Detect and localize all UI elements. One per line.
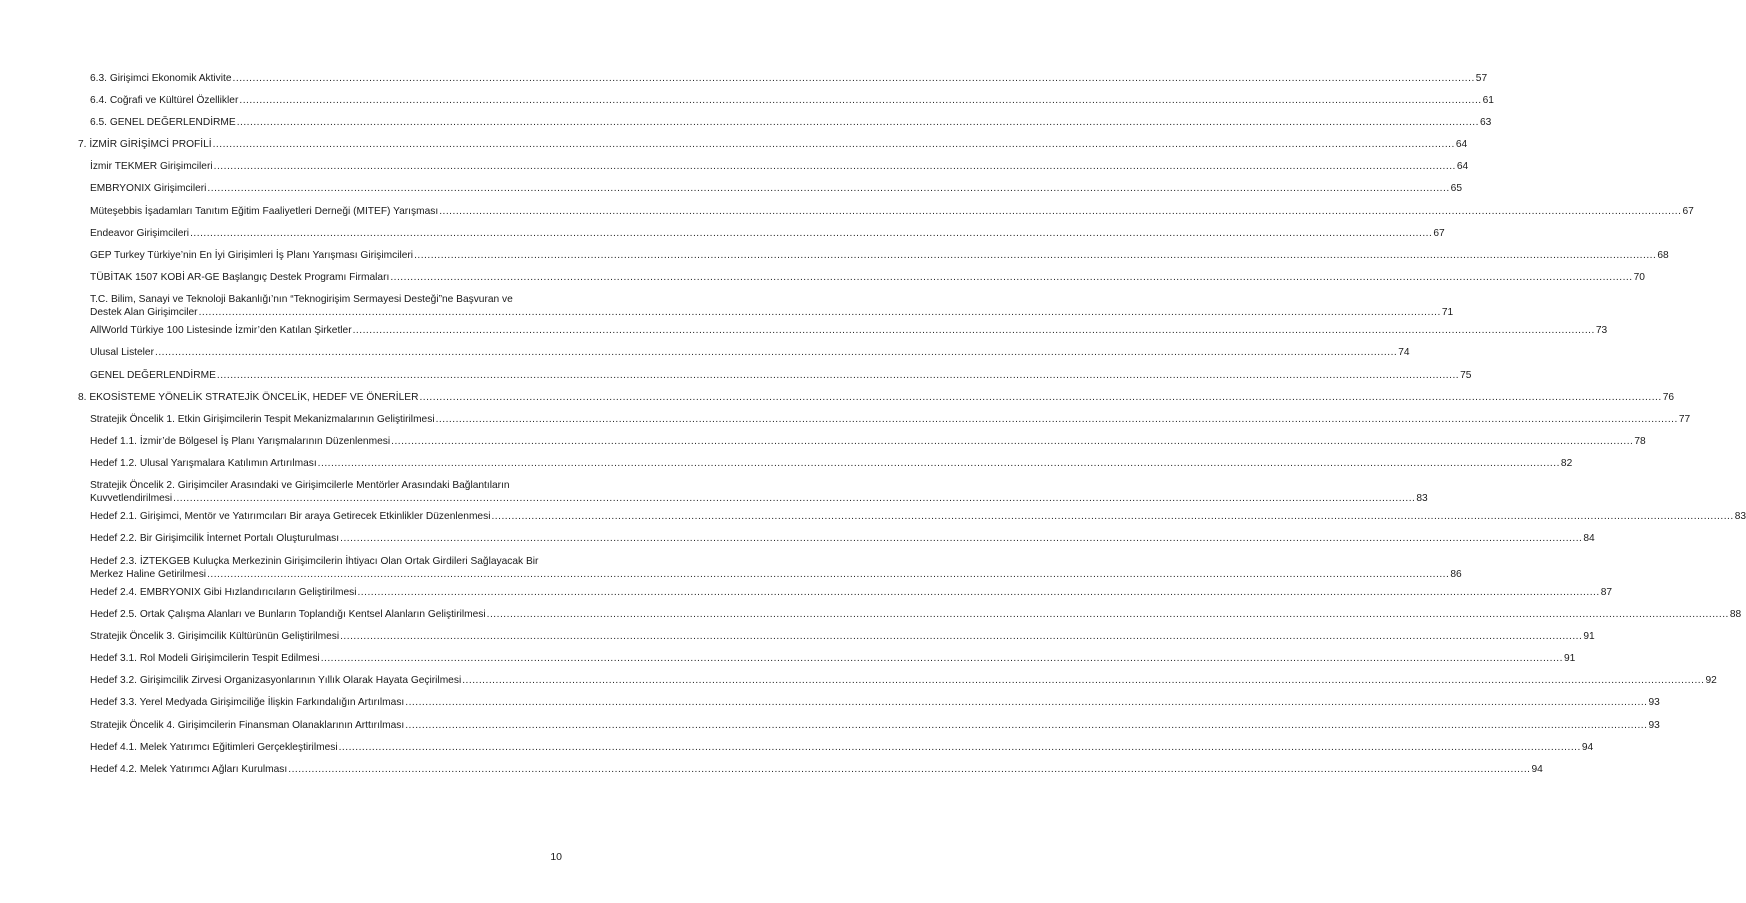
toc-dot-leader xyxy=(436,413,1678,426)
toc-entry-page-number: 88 xyxy=(1729,609,1742,621)
toc-entry-page-number: 76 xyxy=(1662,391,1675,403)
toc-entry[interactable] xyxy=(90,532,1595,554)
toc-entry-line xyxy=(90,763,1543,776)
toc-entry[interactable] xyxy=(90,652,1576,674)
toc-entry[interactable] xyxy=(90,94,1494,116)
toc-entry-page-number: 65 xyxy=(1450,183,1463,195)
toc-entry-title: 8. EKOSİSTEME YÖNELİK STRATEJİK ÖNCELİK, HEDEF VE ÖNERİLER xyxy=(78,391,419,403)
toc-dot-leader xyxy=(214,160,1456,173)
toc-entry[interactable] xyxy=(90,457,1573,479)
toc-dot-leader xyxy=(353,324,1595,337)
toc-entry-title: Hedef 1.1. İzmir’de Bölgesel İş Planı Yarışmalarının Düzenlenmesi xyxy=(90,435,391,447)
toc-dot-leader xyxy=(357,586,1599,599)
toc-entry-page-number: 84 xyxy=(1583,533,1595,545)
toc-entry-title: 7. İZMİR GİRİŞİMCİ PROFİLİ xyxy=(78,139,212,151)
toc-entry[interactable] xyxy=(90,324,1608,346)
toc-entry-title: Kuvvetlendirilmesi xyxy=(90,492,173,504)
toc-entry-line xyxy=(90,182,1463,195)
toc-entry-page-number: 87 xyxy=(1600,586,1613,598)
toc-entry[interactable] xyxy=(90,346,1410,368)
toc-entry-line xyxy=(90,249,1669,262)
toc-dot-leader xyxy=(340,630,1582,643)
toc-entry-title: Merkez Haline Getirilmesi xyxy=(90,568,207,580)
toc-entry-page-number: 64 xyxy=(1455,139,1468,151)
toc-dot-leader xyxy=(487,608,1729,621)
toc-entry-title-line1: Hedef 2.3. İZTEKGEB Kuluçka Merkezinin Girişimcilerin İhtiyacı Olan Ortak Girdileri Sağlayacak Bir xyxy=(90,555,539,567)
toc-dot-leader xyxy=(439,205,1681,218)
toc-entry-title-line1: T.C. Bilim, Sanayi ve Teknoloji Bakanlığı’nın “Teknogirişim Sermayesi Desteği”ne Başvuran ve xyxy=(90,293,513,305)
toc-entry-title: Müteşebbis İşadamları Tanıtım Eğitim Faaliyetleri Derneği (MITEF) Yarışması xyxy=(90,205,439,217)
toc-entry-title: TÜBİTAK 1507 KOBİ AR-GE Başlangıç Destek Programı Firmaları xyxy=(90,271,390,283)
toc-entry[interactable] xyxy=(90,271,1645,293)
toc-entry-line xyxy=(90,435,1646,448)
toc-dot-leader xyxy=(405,696,1647,709)
toc-dot-leader xyxy=(340,532,1582,545)
toc-dot-leader xyxy=(199,306,1441,319)
toc-entry-page-number: 61 xyxy=(1482,95,1494,107)
toc-dot-leader xyxy=(155,346,1397,359)
toc-entry-line xyxy=(90,72,1488,85)
toc-entry-title: Stratejik Öncelik 3. Girişimcilik Kültürünün Geliştirilmesi xyxy=(90,631,340,643)
toc-entry-line xyxy=(90,227,1445,240)
toc-entry[interactable] xyxy=(90,510,1746,532)
toc-entry[interactable] xyxy=(90,160,1469,182)
toc-entry[interactable] xyxy=(90,674,1717,696)
page-number: 10 xyxy=(550,851,562,863)
toc-dot-leader xyxy=(339,741,1581,754)
toc-entry[interactable] xyxy=(90,435,1646,457)
toc-entry-line xyxy=(90,652,1576,665)
toc-entry-line xyxy=(90,510,1746,523)
toc-entry[interactable] xyxy=(90,555,1462,586)
toc-entry-line xyxy=(90,369,1472,382)
toc-dot-leader xyxy=(207,182,1449,195)
toc-entry[interactable] xyxy=(90,608,1742,630)
toc-entry-page-number: 92 xyxy=(1705,675,1717,687)
toc-entry-page-number: 94 xyxy=(1531,763,1543,775)
toc-entry-line xyxy=(90,586,1613,599)
toc-dot-leader xyxy=(233,72,1475,85)
toc-entry-title: Hedef 1.2. Ulusal Yarışmalara Katılımın Artırılması xyxy=(90,457,317,469)
toc-entry-page-number: 82 xyxy=(1560,457,1573,469)
toc-entry-line xyxy=(90,696,1660,709)
toc-entry-title: Hedef 4.2. Melek Yatırımcı Ağları Kurulması xyxy=(90,763,288,775)
toc-dot-leader xyxy=(213,138,1455,151)
toc-entry-line xyxy=(90,674,1717,687)
toc-entry-title: Endeavor Girişimcileri xyxy=(90,227,190,239)
toc-entry[interactable] xyxy=(90,369,1472,391)
toc-entry-title: 6.5. GENEL DEĞERLENDİRME xyxy=(90,117,236,129)
toc-entry-page-number: 70 xyxy=(1633,271,1645,283)
toc-dot-leader xyxy=(405,719,1647,732)
toc-entry[interactable] xyxy=(90,116,1492,138)
toc-entry-title: 6.3. Girişimci Ekonomik Aktivite xyxy=(90,73,232,84)
toc-entry-page-number: 93 xyxy=(1648,697,1660,709)
toc-dot-leader xyxy=(318,457,1560,470)
toc-entry-line xyxy=(90,205,1694,218)
toc-dot-leader xyxy=(217,369,1459,382)
toc-dot-leader xyxy=(491,510,1733,523)
table-of-contents xyxy=(0,72,1746,785)
toc-entry[interactable] xyxy=(78,138,1468,160)
toc-entry-title: 6.4. Coğrafi ve Kültürel Özellikler xyxy=(90,95,239,107)
toc-entry-page-number: 77 xyxy=(1678,413,1691,425)
toc-entry-page-number: 63 xyxy=(1479,117,1492,129)
toc-entry-title: EMBRYONIX Girişimcileri xyxy=(90,183,207,195)
toc-entry[interactable] xyxy=(90,696,1660,718)
toc-entry[interactable] xyxy=(90,293,1454,324)
toc-entry-page-number: 93 xyxy=(1648,719,1660,731)
toc-entry-line xyxy=(90,160,1469,173)
toc-entry[interactable] xyxy=(90,227,1445,249)
toc-entry[interactable] xyxy=(90,719,1660,741)
toc-entry-title: Hedef 3.2. Girişimcilik Zirvesi Organizasyonlarının Yıllık Olarak Hayata Geçirilmesi xyxy=(90,675,462,687)
toc-entry[interactable] xyxy=(90,205,1694,227)
toc-entry-line xyxy=(90,324,1608,337)
toc-entry[interactable] xyxy=(90,586,1613,608)
toc-entry-line xyxy=(90,630,1595,643)
toc-entry[interactable] xyxy=(90,479,1428,510)
toc-entry-line xyxy=(90,271,1645,284)
toc-entry-title: Hedef 3.1. Rol Modeli Girişimcilerin Tespit Edilmesi xyxy=(90,653,320,665)
toc-entry-title: Stratejik Öncelik 4. Girişimcilerin Finansman Olanaklarının Arttırılması xyxy=(90,719,405,731)
toc-entry-line xyxy=(90,741,1594,754)
toc-dot-leader xyxy=(419,391,1661,404)
toc-entry-line xyxy=(90,608,1742,621)
toc-entry-line xyxy=(78,391,1675,404)
toc-entry-page-number: 83 xyxy=(1734,511,1746,523)
toc-entry-title: Hedef 4.1. Melek Yatırımcı Eğitimleri Gerçekleştirilmesi xyxy=(90,741,338,753)
toc-entry-page-number: 57 xyxy=(1475,73,1488,84)
toc-entry-line xyxy=(90,568,1462,581)
toc-entry-page-number: 68 xyxy=(1657,249,1669,261)
toc-entry-page-number: 94 xyxy=(1581,741,1594,753)
toc-entry-title: İzmir TEKMER Girişimcileri xyxy=(90,161,213,173)
toc-entry-title: GEP Turkey Türkiye’nin En İyi Girişimleri İş Planı Yarışması Girişimcileri xyxy=(90,249,414,261)
toc-entry-line xyxy=(90,94,1494,107)
toc-dot-leader xyxy=(237,116,1479,129)
toc-entry-title: Stratejik Öncelik 1. Etkin Girişimcilerin Tespit Mekanizmalarının Geliştirilmesi xyxy=(90,413,435,425)
toc-entry-line xyxy=(90,413,1691,426)
toc-dot-leader xyxy=(239,94,1481,107)
toc-entry-title-line1: Stratejik Öncelik 2. Girişimciler Arasındaki ve Girişimcilerle Mentörler Arasındaki Bağlantıların xyxy=(90,479,510,491)
toc-entry-line xyxy=(90,457,1573,470)
toc-entry-page-number: 75 xyxy=(1460,369,1472,381)
toc-entry-page-number: 67 xyxy=(1682,205,1694,217)
toc-dot-leader xyxy=(288,763,1530,776)
toc-entry-page-number: 91 xyxy=(1583,631,1595,643)
toc-entry-line xyxy=(90,492,1428,505)
toc-entry[interactable] xyxy=(90,182,1463,204)
toc-entry[interactable] xyxy=(78,391,1675,413)
toc-entry-line xyxy=(78,138,1468,151)
toc-dot-leader xyxy=(414,249,1656,262)
toc-entry-title: Hedef 2.1. Girişimci, Mentör ve Yatırımcıları Bir araya Getirecek Etkinlikler Düzenlenmesi xyxy=(90,511,491,523)
toc-entry[interactable] xyxy=(90,741,1594,763)
toc-entry[interactable] xyxy=(90,413,1691,435)
toc-entry-line xyxy=(90,116,1492,129)
toc-entry[interactable] xyxy=(90,630,1595,652)
toc-entry-page-number: 67 xyxy=(1433,227,1445,239)
toc-entry-title: Hedef 2.5. Ortak Çalışma Alanları ve Bunların Toplandığı Kentsel Alanların Geliştirilmesi xyxy=(90,609,486,621)
toc-entry-title: Hedef 2.4. EMBRYONIX Gibi Hızlandırıcıların Geliştirilmesi xyxy=(90,586,357,598)
toc-entry-title: Destek Alan Girişimciler xyxy=(90,306,198,318)
toc-entry-page-number: 64 xyxy=(1456,161,1469,173)
toc-dot-leader xyxy=(462,674,1704,687)
toc-entry-line xyxy=(90,346,1410,359)
toc-entry-page-number: 83 xyxy=(1416,492,1428,504)
toc-entry[interactable] xyxy=(90,249,1669,271)
toc-entry-title: Ulusal Listeler xyxy=(90,347,154,359)
toc-entry-line xyxy=(90,719,1660,732)
toc-entry-title: AllWorld Türkiye 100 Listesinde İzmir’den Katılan Şirketler xyxy=(90,325,352,337)
toc-entry[interactable] xyxy=(90,763,1543,785)
toc-entry-title: GENEL DEĞERLENDİRME xyxy=(90,369,216,381)
toc-entry-line xyxy=(90,306,1454,319)
toc-dot-leader xyxy=(391,435,1633,448)
toc-entry-page-number: 73 xyxy=(1595,325,1608,337)
toc-dot-leader xyxy=(207,568,1449,581)
toc-dot-leader xyxy=(390,271,1632,284)
toc-entry-page-number: 78 xyxy=(1634,435,1646,447)
toc-entry-page-number: 91 xyxy=(1563,653,1576,665)
toc-dot-leader xyxy=(321,652,1563,665)
toc-dot-leader xyxy=(173,492,1415,505)
toc-entry-title: Hedef 2.2. Bir Girişimcilik İnternet Portalı Oluşturulması xyxy=(90,533,340,545)
toc-entry-page-number: 71 xyxy=(1441,306,1454,318)
toc-entry-title: Hedef 3.3. Yerel Medyada Girişimciliğe İlişkin Farkındalığın Artırılması xyxy=(90,697,405,709)
toc-dot-leader xyxy=(190,227,1432,240)
toc-entry-page-number: 74 xyxy=(1398,347,1410,359)
toc-entry-line xyxy=(90,532,1595,545)
toc-entry[interactable] xyxy=(90,72,1488,94)
toc-entry-page-number: 86 xyxy=(1450,568,1462,580)
